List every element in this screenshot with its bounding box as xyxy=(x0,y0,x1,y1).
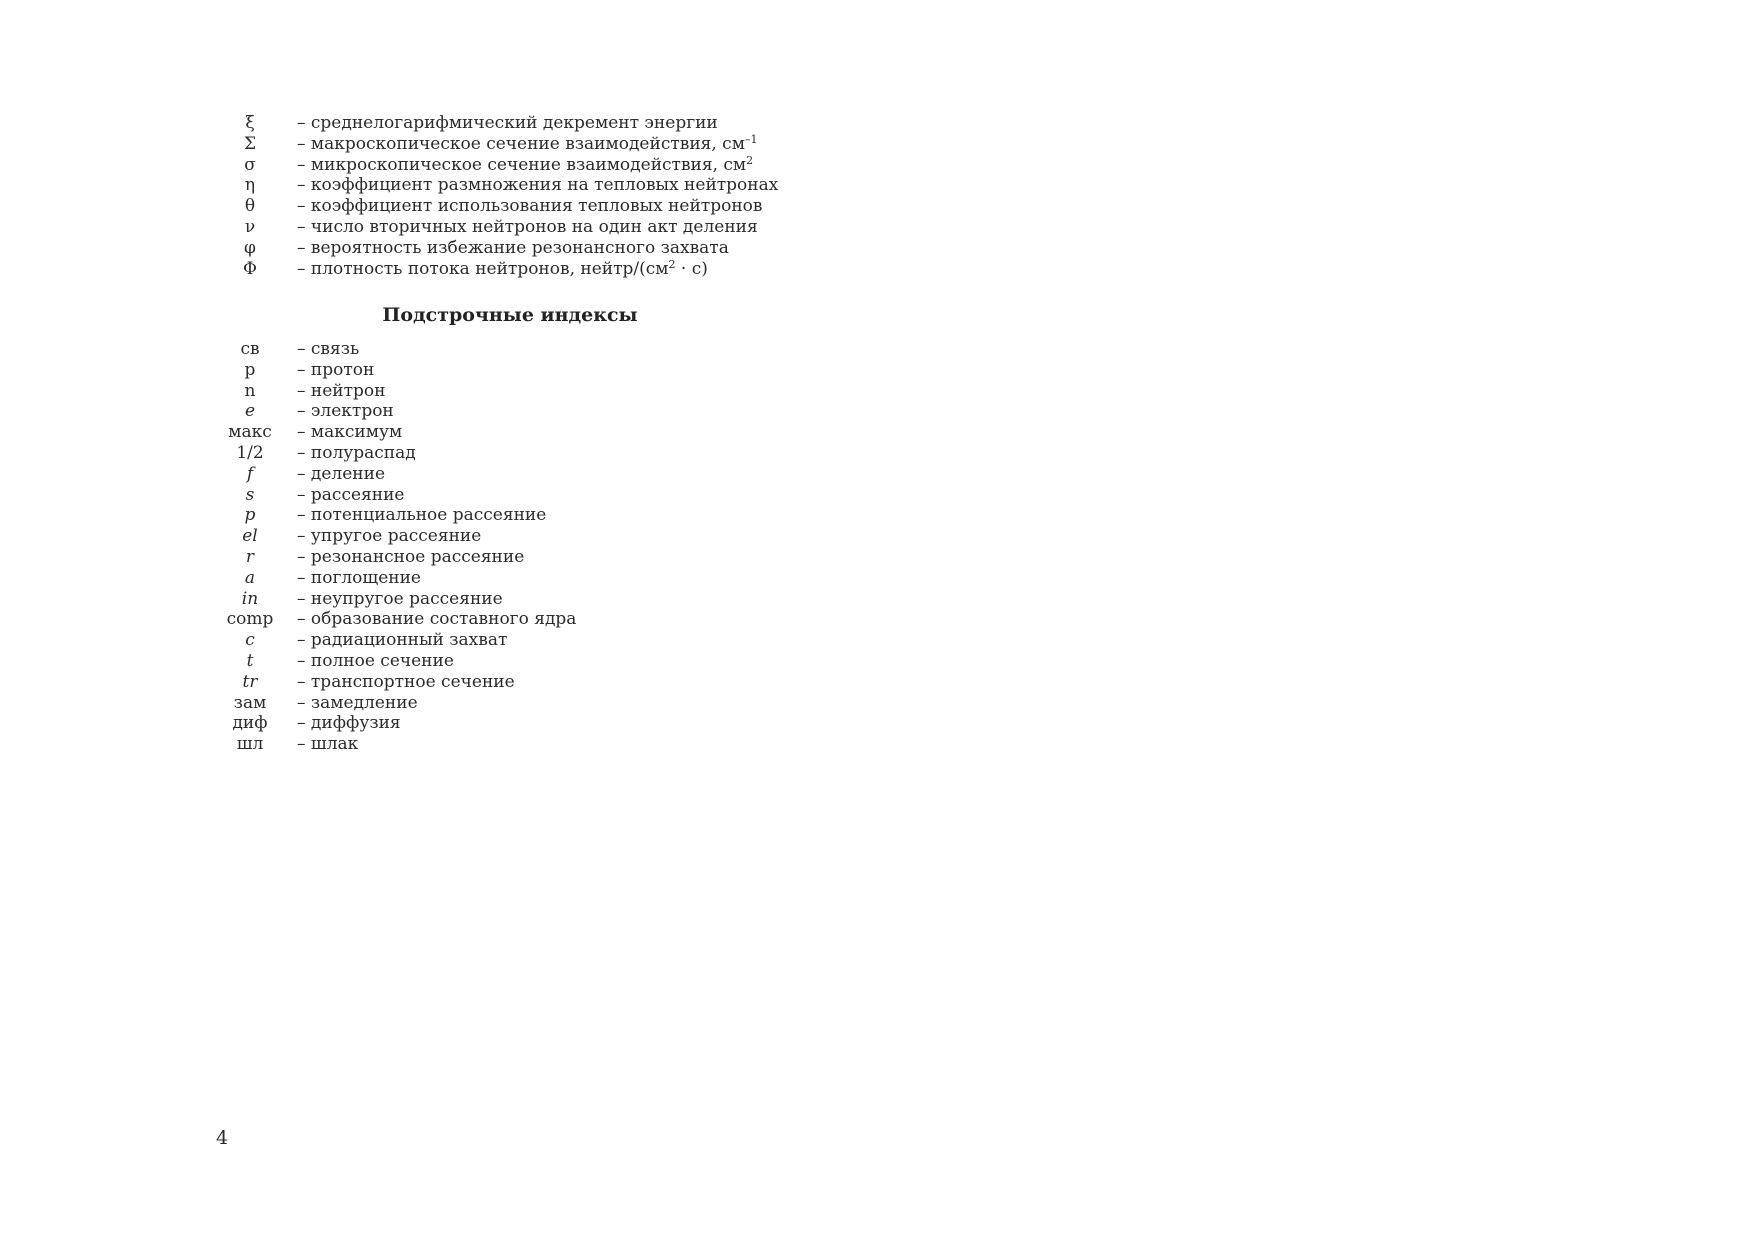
subscript-symbol: макс xyxy=(228,422,272,443)
unit-exponent: 2 xyxy=(668,257,676,271)
subscript-description: – потенциальное рассеяние xyxy=(297,505,547,526)
notation-list xyxy=(218,113,838,279)
subscript-description: – резонансное рассеяние xyxy=(297,546,525,567)
notation-row xyxy=(218,155,838,176)
notation-description: – коэффициент размножения на тепловых нейтронах xyxy=(297,175,779,196)
page-number: 4 xyxy=(216,1127,229,1149)
subscript-description: – связь xyxy=(297,339,360,359)
subscript-description: – максимум xyxy=(297,422,403,443)
notation-symbol: ν xyxy=(244,216,256,237)
subscript-row xyxy=(218,547,838,568)
subscript-row xyxy=(218,443,838,464)
notation-row xyxy=(218,113,838,134)
subscript-description: – диффузия xyxy=(297,713,401,734)
subscript-description: – поглощение xyxy=(297,567,421,588)
notation-description-text: – микроскопическое сечение взаимодействия, см xyxy=(297,154,747,175)
notation-description: – число вторичных нейтронов на один акт деления xyxy=(297,216,758,237)
subscript-row xyxy=(218,693,838,714)
subscript-symbol: шл xyxy=(236,734,264,755)
subscript-row xyxy=(218,589,838,610)
subscript-symbol: f xyxy=(246,463,254,484)
notation-description: – вероятность избежание резонансного захвата xyxy=(297,237,729,258)
subscript-symbol: s xyxy=(245,484,255,505)
notation-symbol: Φ xyxy=(243,258,257,279)
subscript-row xyxy=(218,381,838,402)
subscript-symbol: p xyxy=(244,505,256,526)
subscript-description: – нейтрон xyxy=(297,380,386,401)
subscripts-list xyxy=(218,339,838,755)
subscript-symbol: tr xyxy=(242,671,258,692)
subscript-row xyxy=(218,505,838,526)
notation-description xyxy=(282,155,753,176)
notation-row xyxy=(218,259,838,280)
subscript-row xyxy=(218,339,838,360)
subscript-symbol: n xyxy=(244,380,256,401)
subscript-symbol: t xyxy=(246,650,254,671)
notation-row xyxy=(218,134,838,155)
subscript-row xyxy=(218,422,838,443)
notation-symbol: η xyxy=(244,175,256,196)
notation-symbol: ξ xyxy=(245,113,255,133)
subscript-symbol: r xyxy=(245,546,255,567)
subscript-description: – электрон xyxy=(297,401,394,422)
subscript-row xyxy=(218,734,838,755)
subscript-row xyxy=(218,360,838,381)
subscript-description: – полураспад xyxy=(297,442,416,463)
notation-symbol: θ xyxy=(244,196,256,217)
subscript-row xyxy=(218,485,838,506)
subscript-row xyxy=(218,672,838,693)
subscript-symbol: св xyxy=(240,339,260,359)
notation-description: – коэффициент использования тепловых нейтронов xyxy=(297,196,763,217)
subscript-symbol: зам xyxy=(233,692,267,713)
notation-symbol: φ xyxy=(244,237,256,258)
notation-description-text: – плотность потока нейтронов, нейтр/(см xyxy=(297,258,669,279)
subscript-symbol: c xyxy=(245,630,255,651)
subscript-symbol: el xyxy=(242,526,258,547)
subscript-symbol: comp xyxy=(226,609,274,630)
subscript-row xyxy=(218,526,838,547)
notation-description-tail: · с) xyxy=(675,258,708,279)
subscript-description: – упругое рассеяние xyxy=(297,526,482,547)
subscript-description: – образование составного ядра xyxy=(297,609,577,630)
notation-description xyxy=(282,259,708,280)
subscript-row xyxy=(218,464,838,485)
notation-row xyxy=(218,217,838,238)
notation-row xyxy=(218,175,838,196)
notation-description-text: – макроскопическое сечение взаимодействия, см xyxy=(297,133,745,154)
subscript-description: – деление xyxy=(297,463,386,484)
subscript-description: – рассеяние xyxy=(297,484,405,505)
subscript-row xyxy=(218,713,838,734)
notation-symbol: Σ xyxy=(243,133,257,154)
subscript-description: – замедление xyxy=(297,692,418,713)
unit-exponent: –1 xyxy=(744,132,758,146)
subscript-description: – транспортное сечение xyxy=(297,671,515,692)
subscript-description: – полное сечение xyxy=(297,650,454,671)
subscript-row xyxy=(218,401,838,422)
subscript-symbol: диф xyxy=(232,713,268,734)
notation-description: – среднелогарифмический декремент энергии xyxy=(297,113,718,133)
unit-exponent: 2 xyxy=(746,153,754,167)
notation-description xyxy=(282,134,757,155)
subscript-symbol: e xyxy=(244,401,256,422)
subscript-description: – шлак xyxy=(297,734,359,755)
subscripts-heading: Подстрочные индексы xyxy=(382,304,638,326)
subscript-symbol: p xyxy=(244,359,256,380)
subscript-symbol: 1/2 xyxy=(236,442,264,463)
subscript-description: – протон xyxy=(297,359,375,380)
notation-row xyxy=(218,196,838,217)
subscript-row xyxy=(218,568,838,589)
notation-row xyxy=(218,238,838,259)
notation-symbol: σ xyxy=(244,154,256,175)
subscript-row xyxy=(218,609,838,630)
subscript-description: – неупругое рассеяние xyxy=(297,588,503,609)
subscript-row xyxy=(218,651,838,672)
subscript-symbol: a xyxy=(244,567,256,588)
subscript-description: – радиационный захват xyxy=(297,630,508,651)
subscript-row xyxy=(218,630,838,651)
subscript-symbol: in xyxy=(241,588,259,609)
